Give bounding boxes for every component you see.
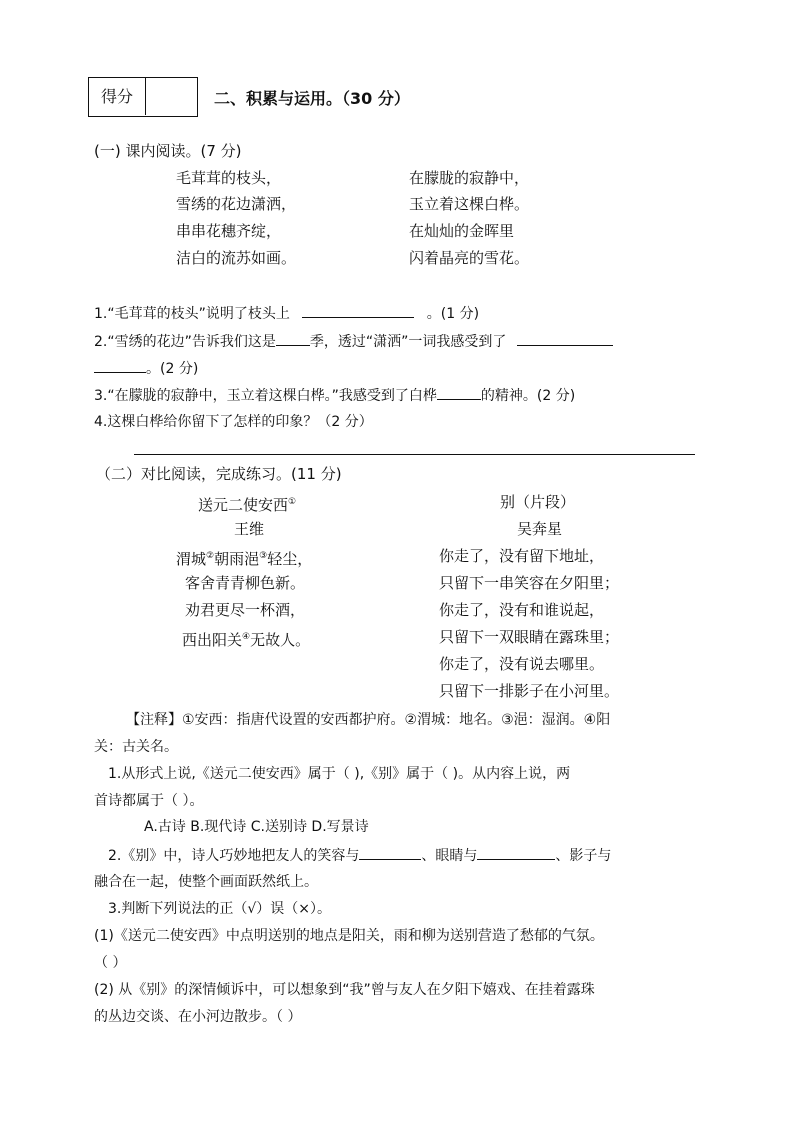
poem2-title: 别（片段） [500, 493, 576, 511]
poem2-line: 只留下一串笑容在夕阳里； [439, 574, 620, 592]
section-title: 二、积累与运用。（30 分） [214, 89, 410, 108]
answer-blank[interactable] [94, 358, 146, 373]
notes-line-1: 【注释】①安西：指唐代设置的安西都护府。②渭城：地名。③浥：湿润。④阳 [126, 712, 611, 728]
question-text: 季，透过“潇洒”一词我感受到了 [309, 334, 507, 350]
question-score: 的精神。(2 分) [480, 388, 576, 404]
footnote-marker: ① [288, 497, 297, 507]
question-text: 、眼睛与 [421, 848, 478, 864]
poem2-author: 吴奔星 [517, 520, 563, 538]
question-text: 2.《别》中，诗人巧妙地把友人的笑容与 [108, 848, 360, 864]
poem-right-line: 在朦胧的寂静中， [409, 169, 530, 187]
poem1-author: 王维 [234, 520, 265, 538]
poem-left-line: 洁白的流苏如画。 [176, 249, 297, 267]
poem-text: 轻尘， [267, 550, 313, 568]
poem-right-line: 玉立着这棵白桦。 [409, 195, 530, 213]
notes-line-2: 关：古关名。 [94, 739, 178, 755]
question-2-cont [94, 358, 198, 379]
question-3 [94, 385, 575, 406]
question-2 [94, 331, 613, 352]
q2-3-statement-2: (2) 从《别》的深情倾诉中，可以想象到“我”曾与友人在夕阳下嬉戏、在挂着露珠 [94, 982, 595, 998]
q2-3-statement-2-cont[interactable]: 的丛边交谈、在小河边散步。（ ） [94, 1009, 302, 1025]
footnote-marker: ④ [242, 632, 251, 642]
poem1-title [198, 492, 296, 515]
answer-blank[interactable] [437, 385, 481, 400]
question-text: 1.“毛茸茸的枝头”说明了枝头上 [94, 306, 290, 322]
answer-blank[interactable] [302, 303, 414, 318]
poem2-line: 你走了，没有和谁说起， [439, 601, 605, 619]
q2-1-line-2: 首诗都属于（ ）。 [94, 793, 204, 809]
poem1-line-3: 劝君更尽一杯酒， [185, 601, 306, 619]
question-text: 3.“在朦胧的寂静中，玉立着这棵白桦。”我感受到了白桦 [94, 388, 437, 404]
q2-3-heading: 3.判断下列说法的正（√）误（×）。 [108, 901, 332, 917]
poem-left-line: 毛茸茸的枝头， [176, 169, 282, 187]
answer-blank[interactable] [517, 331, 613, 346]
q2-2-line-1 [108, 845, 611, 866]
poem-right-line: 闪着晶亮的雪花。 [409, 249, 530, 267]
score-label: 得分 [89, 78, 146, 115]
q2-1-line-1: 1.从形式上说,《送元二使安西》属于（ ),《别》属于（ )。从内容上说，两 [108, 766, 571, 782]
question-text: 、影子与 [555, 848, 612, 864]
question-text: 2.“雪绣的花边”告诉我们这是 [94, 334, 276, 350]
poem-text: 西出阳关 [182, 631, 243, 649]
answer-blank[interactable] [359, 845, 421, 860]
answer-blank[interactable] [477, 845, 555, 860]
answer-line[interactable] [134, 454, 695, 455]
poem-text: 朝雨浥 [214, 550, 260, 568]
poem-text: 无故人。 [250, 631, 311, 649]
q2-2-line-2: 融合在一起，使整个画面跃然纸上。 [94, 874, 318, 890]
poem-text: 渭城 [176, 550, 207, 568]
poem1-line-1 [176, 546, 312, 569]
poem-right-line: 在灿灿的金晖里 [409, 222, 515, 240]
q2-1-options: A.古诗 B.现代诗 C.送别诗 D.写景诗 [144, 819, 369, 835]
poem2-line: 只留下一双眼睛在露珠里； [439, 628, 620, 646]
question-score: 。(2 分) [146, 361, 199, 377]
poem2-line: 只留下一排影子在小河里。 [439, 682, 620, 700]
part2-heading: （二）对比阅读，完成练习。(11 分) [96, 465, 342, 483]
part1-heading: (一) 课内阅读。(7 分) [94, 142, 242, 160]
question-4: 4.这棵白桦给你留下了怎样的印象？（2 分） [94, 414, 373, 430]
score-box [88, 77, 198, 117]
poem2-line: 你走了，没有留下地址， [439, 547, 605, 565]
footnote-marker: ③ [259, 551, 268, 561]
poem1-line-4 [182, 627, 310, 650]
question-1 [94, 303, 479, 324]
q2-3-statement-1-blank[interactable]: （ ） [94, 955, 127, 971]
footnote-marker: ② [206, 551, 215, 561]
poem1-line-2: 客舍青青柳色新。 [185, 574, 306, 592]
question-score: 。(1 分) [426, 306, 480, 322]
q2-3-statement-1: (1)《送元二使安西》中点明送别的地点是阳关，雨和柳为送别营造了愁郁的气氛。 [94, 928, 604, 944]
answer-blank[interactable] [276, 331, 310, 346]
poem-left-line: 雪绣的花边潇洒， [176, 195, 297, 213]
poem-left-line: 串串花穗齐绽， [176, 222, 282, 240]
poem2-line: 你走了，没有说去哪里。 [439, 655, 605, 673]
poem-title-text: 送元二使安西 [198, 496, 289, 514]
